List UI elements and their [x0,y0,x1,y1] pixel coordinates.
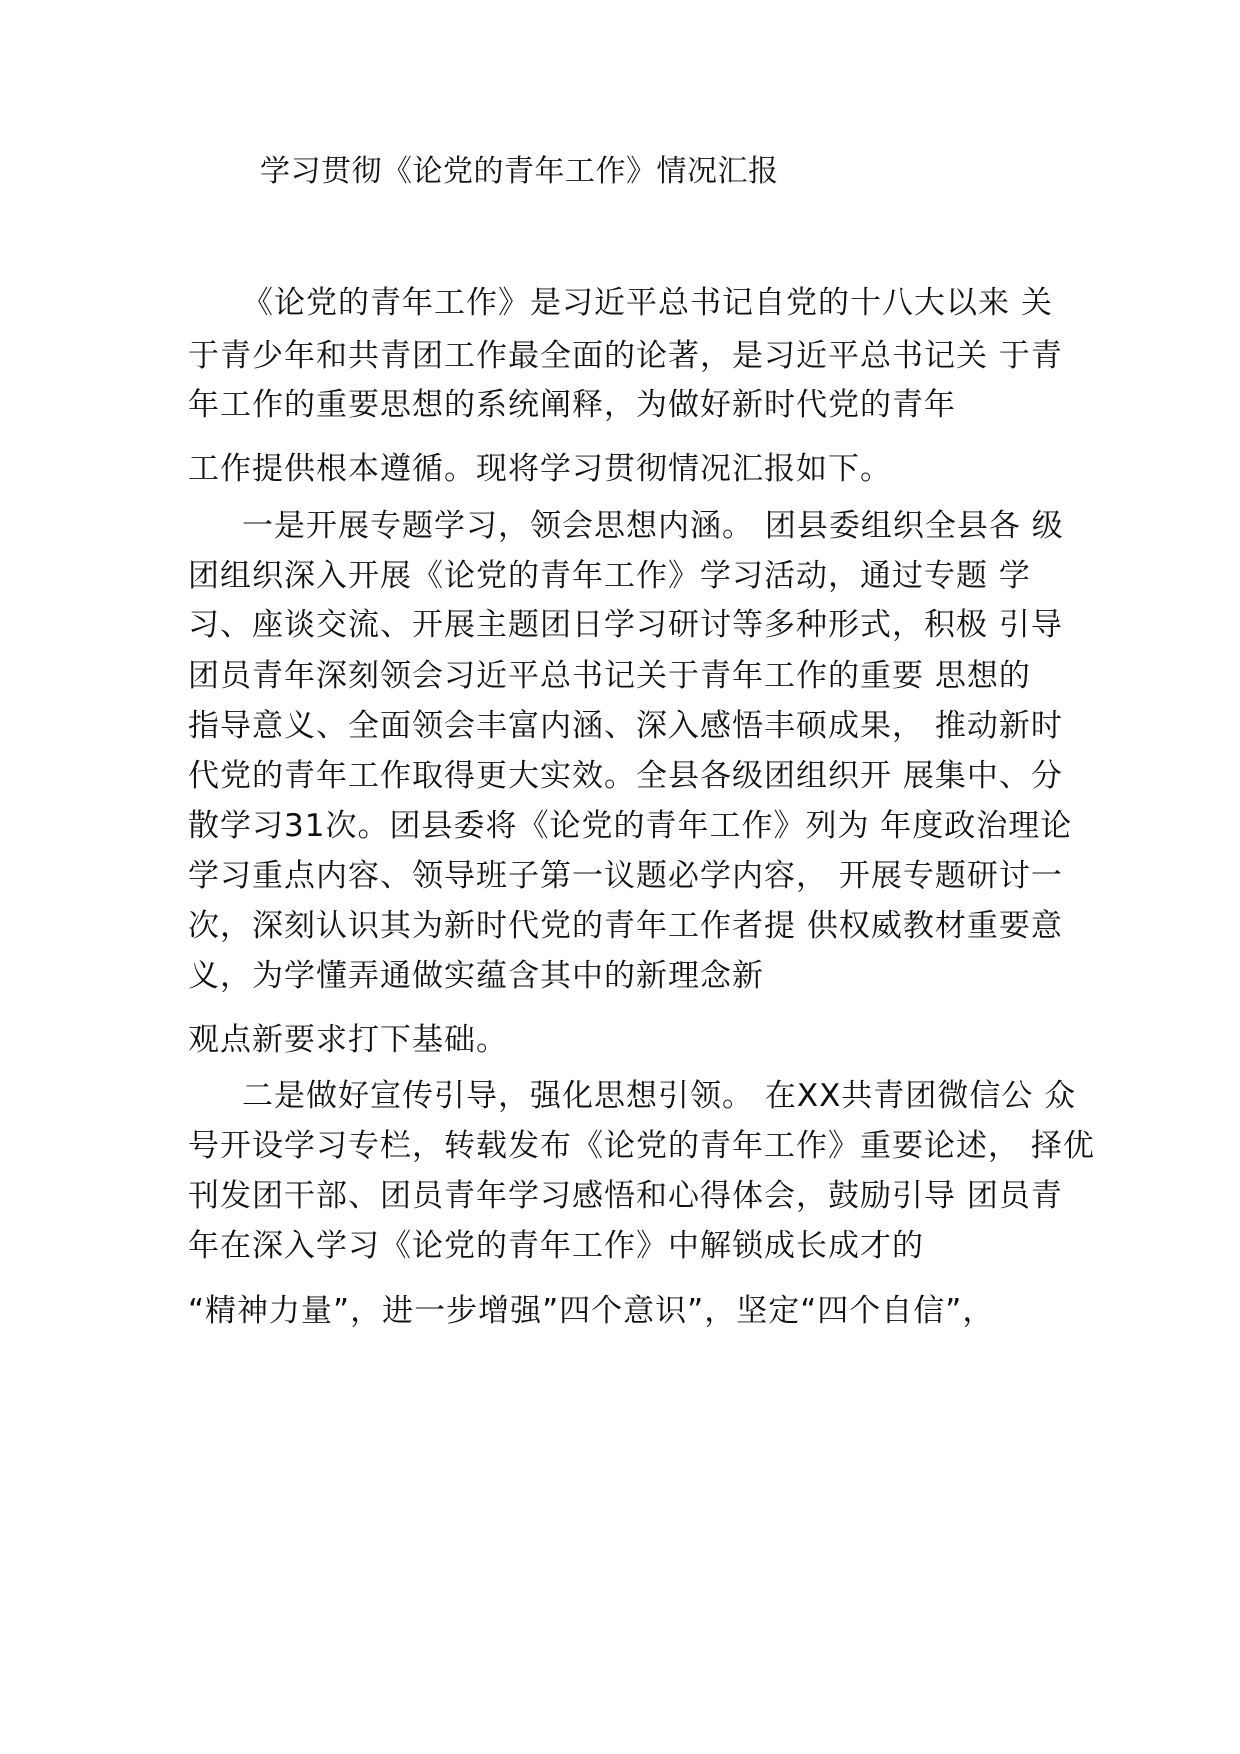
body-line: 代党的青年工作取得更大实效。全县各级团组织开 展集中、分 [188,758,1063,794]
body-line: 习、座谈交流、开展主题团日学习研讨等多种形式，积极 引导 [188,607,1063,643]
body-line: 散学习31次。团县委将《论党的青年工作》列为 年度政治理论 [188,808,1073,844]
document-title: 学习贯彻《论党的青年工作》情况汇报 [260,154,779,189]
body-line: 号开设学习专栏，转载发布《论党的青年工作》重要论述， 择优 [188,1128,1095,1164]
body-line: 二是做好宣传引导，强化思想引领。 在XX共青团微信公 众 [242,1078,1077,1114]
body-line: 《论党的青年工作》是习近平总书记自党的十八大以来 关 [242,285,1053,321]
body-line: 学习重点内容、领导班子第一议题必学内容， 开展专题研讨一 [188,858,1063,894]
body-line: 工作提供根本遵循。现将学习贯彻情况汇报如下。 [188,451,892,487]
body-line: 于青少年和共青团工作最全面的论著，是习近平总书记关 于青 [188,338,1063,374]
body-line: 观点新要求打下基础。 [188,1022,508,1058]
body-line: 次，深刻认识其为新时代党的青年工作者提 供权威教材重要意 [188,908,1063,944]
body-line: 年在深入学习《论党的青年工作》中解锁成长成才的 [188,1228,924,1264]
body-line: 年工作的重要思想的系统阐释，为做好新时代党的青年 [188,387,956,423]
body-line: 刊发团干部、团员青年学习感悟和心得体会，鼓励引导 团员青 [188,1178,1063,1214]
body-line: “精神力量”，进一步增强”四个意识”，坚定“四个自信”， [188,1293,995,1329]
body-line: 义，为学懂弄通做实蕴含其中的新理念新 [188,958,764,994]
body-line: 一是开展专题学习，领会思想内涵。 团县委组织全县各 级 [242,508,1064,544]
body-line: 团员青年深刻领会习近平总书记关于青年工作的重要 思想的 [188,658,1031,694]
body-line: 指导意义、全面领会丰富内涵、深入感悟丰硕成果， 推动新时 [188,708,1063,744]
body-line: 团组织深入开展《论党的青年工作》学习活动，通过专题 学 [188,558,1031,594]
